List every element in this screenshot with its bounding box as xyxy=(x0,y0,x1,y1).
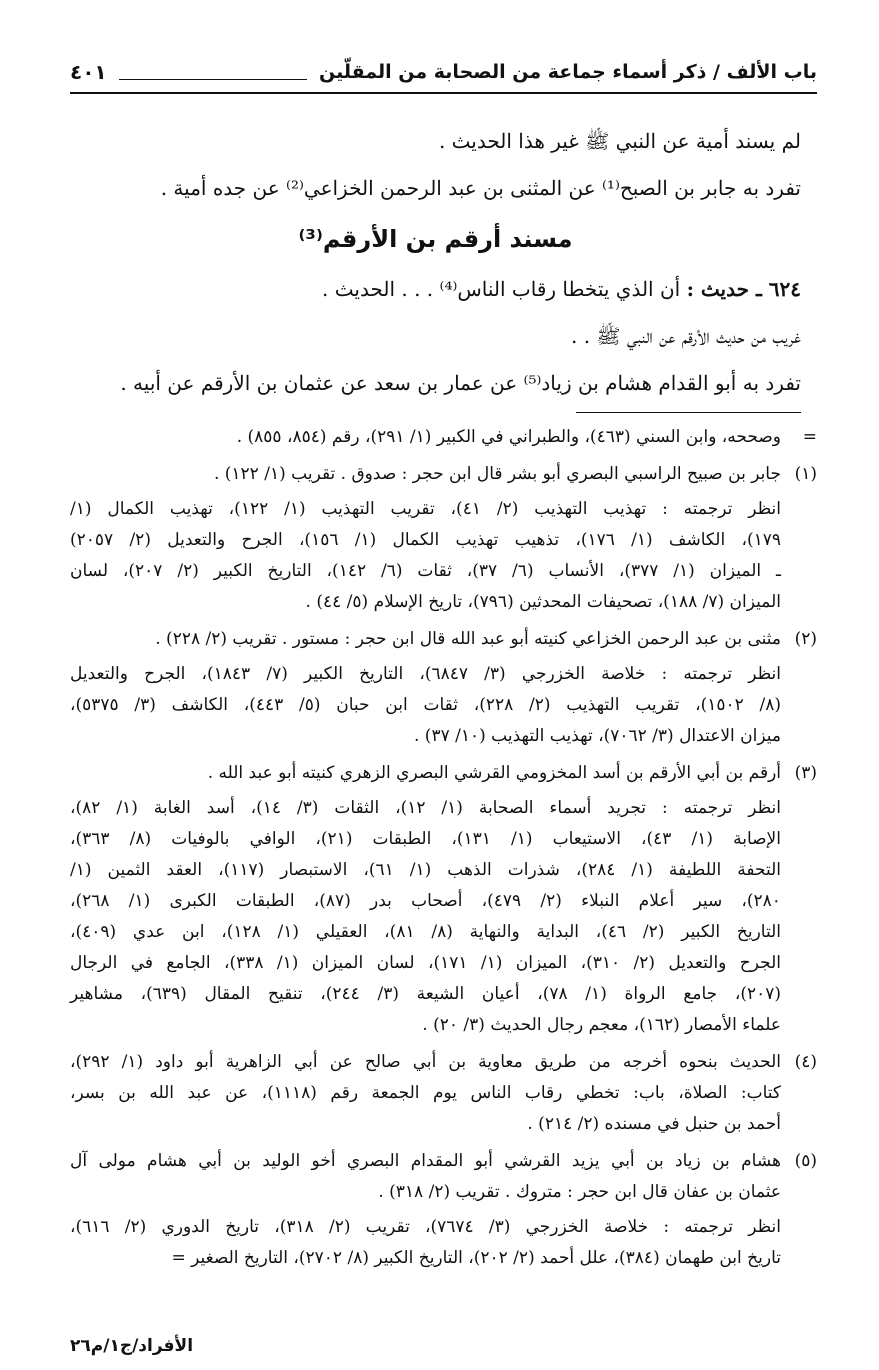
footnote-body xyxy=(70,758,781,1041)
footnote-line: (٨/ ١٥٠٢)، تقريب التهذيب (٢/ ٢٢٨)، ثقات ابن حبان (٥/ ٤٤٣)، الكاشف (٣/ ٥٣٧٥)، xyxy=(70,695,781,715)
footnote-number: (٥) xyxy=(794,1151,817,1171)
footnote-number: (٣) xyxy=(794,763,817,783)
footnote-line: عثمان بن عفان قال ابن حجر : متروك . تقريب (٢/ ٣١٨) . xyxy=(378,1182,781,1202)
footnote-line: (٢٠٧)، جامع الرواة (١/ ٧٨)، أعيان الشيعة (٣/ ٢٤٤)، تنقيح المقال (٦٣٩)، مشاهير xyxy=(70,984,782,1004)
footnote-line: الجرح والتعديل (٢/ ٣١٠)، الميزان (١/ ١٧١)، لسان الميزان (١/ ٣٣٨)، الجامع في الرجال xyxy=(70,953,781,973)
footnote xyxy=(70,1146,817,1274)
signature-mark: الأفراد/ج١/م٢٦ xyxy=(70,1336,194,1356)
text-line: لم يسند أمية عن النبي ﷺ غير هذا الحديث . xyxy=(438,129,801,153)
text-line: تفرد به جابر بن الصبح⁽¹⁾ عن المثنى بن عبد الرحمن الخزاعي⁽²⁾ عن جده أمية . xyxy=(160,176,801,200)
running-title: باب الألف / ذكر أسماء جماعة من الصحابة من المقلّين xyxy=(319,61,817,83)
footnote-line: الميزان (٧/ ١٨٨)، تصحيفات المحدثين (٧٩٦)، تاريخ الإسلام (٥/ ٤٤) . xyxy=(305,592,781,612)
footnote-line: أرقم بن أبي الأرقم بن أسد المخزومي القرشي البصري الزهري كنيته أبو عبد الله . xyxy=(207,763,781,783)
hadith-line xyxy=(70,266,801,313)
page-number: ٤٠١ xyxy=(70,60,107,84)
footnote-number: (١) xyxy=(794,464,817,484)
footnote-line: أحمد بن حنبل في مسنده (٢/ ٢١٤) . xyxy=(527,1114,781,1134)
footnote-line: ـ الميزان (١/ ٣٧٧)، الأنساب (٦/ ٣٧)، ثقات (٦/ ١٤٢)، التاريخ الكبير (٢/ ٢٠٧)، لسان xyxy=(70,561,781,581)
footnote-line: كتاب: الصلاة، باب: تخطي رقاب الناس يوم الجمعة رقم (١١١٨)، عن عبد الله بن بسر، xyxy=(70,1083,781,1103)
footnote-line: وصححه، وابن السني (٤٦٣)، والطبراني في الكبير (١/ ٢٩١)، رقم (٨٥٤، ٨٥٥) . xyxy=(236,427,781,447)
footnote-body xyxy=(70,459,781,618)
footnote-line: الحديث بنحوه أخرجه من طريق معاوية بن أبي صالح عن أبي الزاهرية أبو داود (١/ ٢٩٢)، xyxy=(70,1052,781,1072)
text-line: تفرد به أبو القدام هشام بن زياد⁽⁵⁾ عن عمار بن سعد عن عثمان بن الأرقم عن أبيه . xyxy=(120,371,801,395)
footnote-sources xyxy=(70,1212,781,1274)
footnote xyxy=(70,459,817,618)
footnote-line: ميزان الاعتدال (٣/ ٧٠٦٢)، تهذيب التهذيب (١٠/ ٣٧) . xyxy=(414,726,781,746)
footnote xyxy=(70,758,817,1041)
footnote-line: ٢٨٠)، سير أعلام النبلاء (٢/ ٤٧٩)، أصحاب بدر (٨٧)، الطبقات الكبرى (١/ ٢٦٨)، xyxy=(70,891,781,911)
footnote-separator xyxy=(576,412,801,413)
footnote-line: مثنى بن عبد الرحمن الخزاعي كنيته أبو عبد الله قال ابن حجر : مستور . تقريب (٢/ ٢٢٨) . xyxy=(155,629,781,649)
footnote xyxy=(70,1047,817,1140)
footnote-line: جابر بن صبيح الراسبي البصري أبو بشر قال ابن حجر : صدوق . تقريب (١/ ١٢٢) . xyxy=(213,464,781,484)
footnote-line: هشام بن زياد بن أبي يزيد القرشي أبو المقدام البصري أخو الوليد بن أبي هشام مولى آل xyxy=(70,1151,781,1171)
text-line: غريب من حديث الأرقم عن النبي ﷺ . . xyxy=(570,324,801,348)
main-text xyxy=(70,118,801,407)
footnote-number: (٢) xyxy=(794,629,817,649)
footnote-body xyxy=(70,422,781,453)
footnote-body xyxy=(70,624,781,752)
footnote-body xyxy=(70,1047,781,1140)
footnote-sources xyxy=(70,494,781,618)
footnote-body xyxy=(70,1146,781,1274)
footnotes xyxy=(70,422,817,1280)
footnote-line: الإصابة (١/ ٤٣)، الاستيعاب (١/ ١٣١)، الطبقات (٢١)، الوافي بالوفيات (٨/ ٣٦٣)، xyxy=(70,829,781,849)
footnote xyxy=(70,624,817,752)
footnote xyxy=(70,422,817,453)
footnote-line: ١٧٩)، الكاشف (١/ ١٧٦)، تذهيب تهذيب الكمال (١/ ١٥٦)، الجرح والتعديل (٢/ ٢٠٥٧) xyxy=(70,530,782,550)
hadith-label: ٦٢٤ ـ حديث : xyxy=(686,277,801,301)
footnote-line: انظر ترجمته : خلاصة الخزرجي (٣/ ٧٦٧٤)، تقريب (٢/ ٣١٨)، تاريخ الدوري (٢/ ٦١٦)، xyxy=(70,1217,781,1237)
header-rule xyxy=(119,65,307,80)
footnote-number: (٤) xyxy=(794,1052,817,1072)
footnote-sources xyxy=(70,793,781,1041)
footnote-line: التاريخ الكبير (٢/ ٤٦)، البداية والنهاية (٨/ ٨١)، العقيلي (١/ ١٢٨)، ابن عدي (٤٠٩)، xyxy=(70,922,782,942)
footnote-line: تاريخ ابن طهمان (٣٨٤)، علل أحمد (٢/ ٢٠٢)، التاريخ الكبير (٨/ ٢٧٠٢)، التاريخ الصغير = xyxy=(171,1248,781,1268)
footnote-line: انظر ترجمته : تهذيب التهذيب (٢/ ٤١)، تقريب التهذيب (١/ ١٢٢)، تهذيب الكمال (١/ xyxy=(70,499,782,519)
section-heading: مسند أرقم بن الأرقم⁽³⁾ xyxy=(298,225,573,253)
hadith-text: أن الذي يتخطا رقاب الناس⁽⁴⁾ . . . الحديث . xyxy=(322,277,681,301)
footnote-line: التحفة اللطيفة (١/ ٢٨٤)، شذرات الذهب (١/ ٦١)، الاستبصار (١١٧)، العقد الثمين (١/ xyxy=(70,860,781,880)
footnote-line: علماء الأمصار (١٦٢)، معجم رجال الحديث (٣/ ٢٠) . xyxy=(422,1015,781,1035)
footnote-line: انظر ترجمته : خلاصة الخزرجي (٣/ ٦٨٤٧)، التاريخ الكبير (٧/ ١٨٤٣)، الجرح والتعديل xyxy=(70,664,781,684)
page-header xyxy=(70,52,817,94)
footnote-sources xyxy=(70,659,781,752)
footnote-line: انظر ترجمته : تجريد أسماء الصحابة (١/ ١٢)، الثقات (٣/ ١٤)، أسد الغابة (١/ ٨٢)، xyxy=(70,798,782,818)
footnote-number: = xyxy=(802,427,817,447)
